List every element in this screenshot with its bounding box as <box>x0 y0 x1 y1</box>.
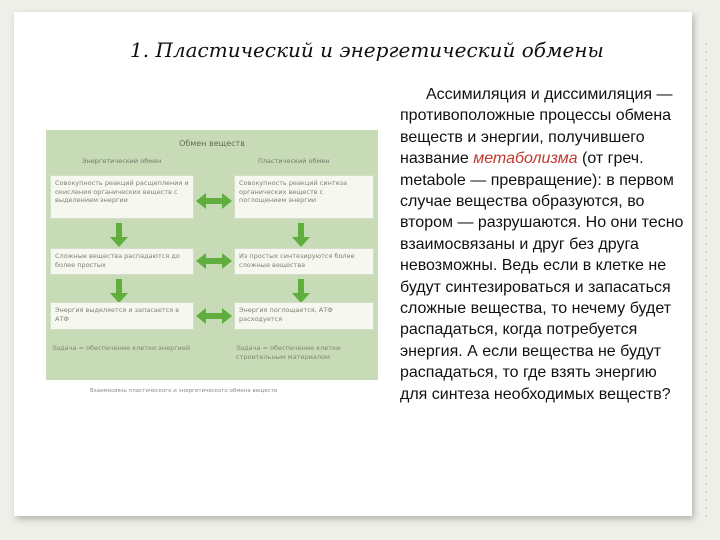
double-arrow-1 <box>206 198 222 204</box>
double-arrow-3 <box>206 313 222 319</box>
body-text-part-2: (от греч. metabole — превращение): в первом случае вещества образуются, во втором — разрушаются. Но они тесно взаимосвязаны и друг без друга невозможны. Ведь если в клетке не будут синтезироваться и запасаться сложные вещества, то нечему будет распадаться, когда потребуется энергия. А если вещества не будут распадаться, то где взять энергию для синтеза необходимых веществ? <box>400 150 684 403</box>
plastic-synthesis-box: Из простых синтезируются более сложные вещества <box>234 248 374 275</box>
body-text-part-1: Ассимиляция и диссимиляция — противоположные процессы обмена веществ и энергии, получившего название <box>400 86 673 168</box>
plastic-exchange-header: Пластический обмен <box>258 157 330 165</box>
plastic-task-text: Задача = обеспечение клетки строительным материалом <box>236 344 341 361</box>
energy-task-text: Задача = обеспечение клетки энергией <box>52 344 191 352</box>
diagram-caption: Взаимосвязь пластического и энергетического обмена веществ <box>90 388 278 394</box>
decorative-dot-border <box>702 40 710 520</box>
energy-definition-box: Совокупность реакций расщепления и окисления органических веществ с выделением энергии <box>50 175 194 219</box>
plastic-definition-box: Совокупность реакций синтеза органических веществ с поглощением энергии <box>234 175 374 219</box>
down-arrow-left-1 <box>116 223 122 238</box>
plastic-atp-box: Энергия поглощается, АТФ расходуется <box>234 302 374 330</box>
diagram-title: Обмен веществ <box>179 139 245 148</box>
energy-breakdown-box: Сложные вещества распадаются до более простых <box>50 248 194 275</box>
down-arrow-right-2 <box>298 279 304 294</box>
energy-exchange-header: Энергетический обмен <box>82 157 162 165</box>
down-arrow-right-1 <box>298 223 304 238</box>
down-arrow-left-2 <box>116 279 122 294</box>
highlighted-term: метаболизма <box>473 150 578 168</box>
body-paragraph <box>400 84 688 405</box>
energy-atp-box: Энергия выделяется и запасается в АТФ <box>50 302 194 330</box>
slide-title: 1. Пластический и энергетический обмены <box>130 38 604 62</box>
body-text <box>400 84 688 405</box>
double-arrow-2 <box>206 258 222 264</box>
metabolism-diagram <box>46 130 378 380</box>
